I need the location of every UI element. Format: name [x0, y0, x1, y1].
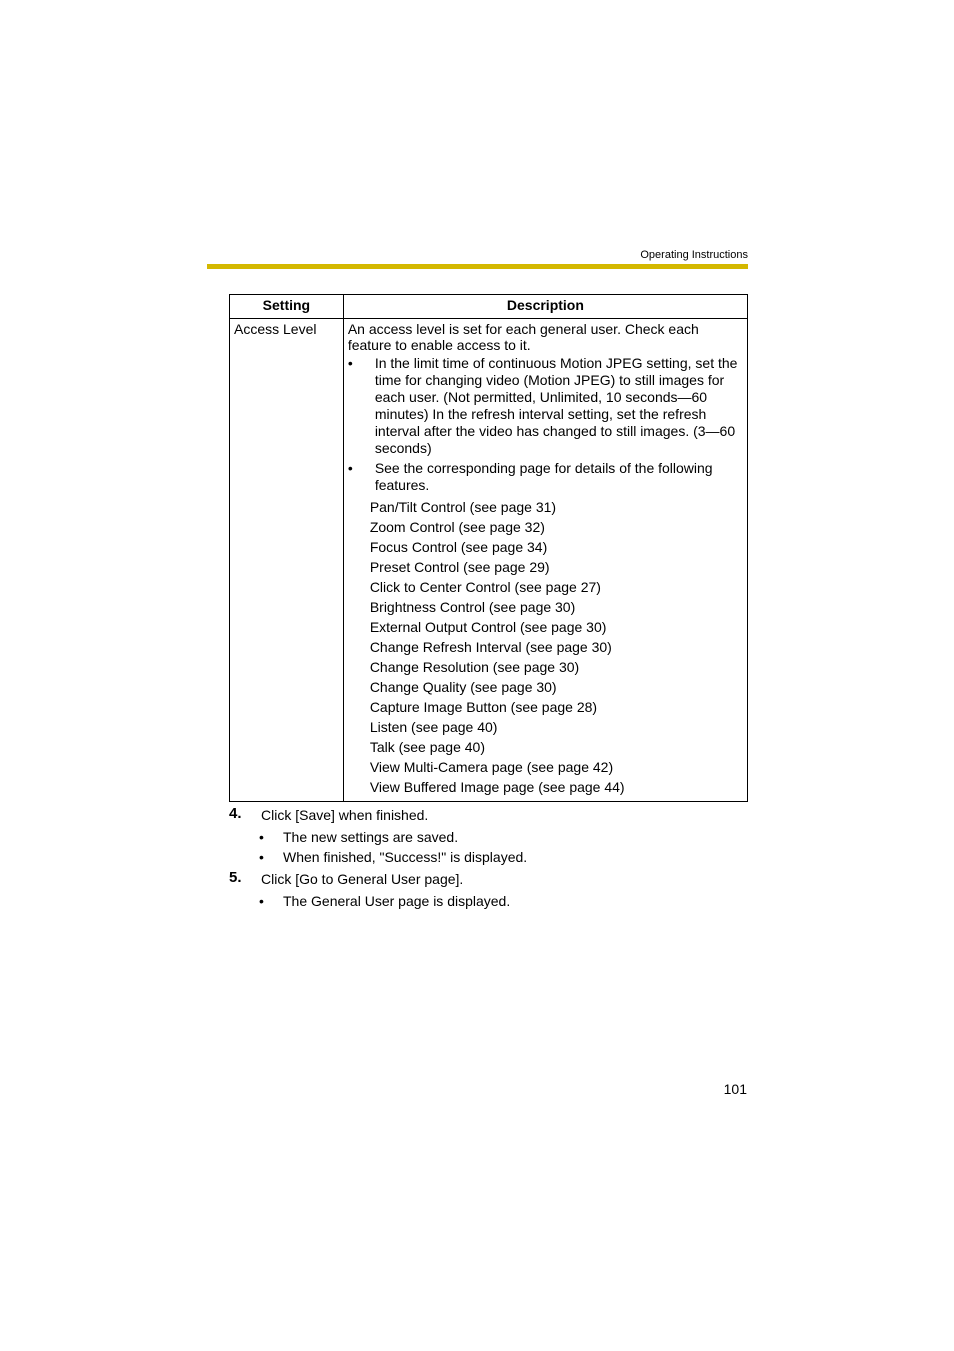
- list-item: Change Quality (see page 30): [369, 679, 557, 695]
- description-bullet: [348, 460, 741, 494]
- settings-table: [229, 294, 748, 802]
- bullet-icon: •: [259, 849, 264, 865]
- list-item: Pan/Tilt Control (see page 31): [369, 499, 557, 515]
- column-header-description: Description: [343, 295, 747, 319]
- list-item: Preset Control (see page 29): [369, 559, 550, 575]
- step-text: Click [Save] when finished.: [261, 807, 429, 823]
- header-rule: [207, 264, 748, 269]
- list-item: Change Refresh Interval (see page 30): [369, 639, 612, 655]
- page-number: 101: [723, 1081, 747, 1097]
- bullet-icon: •: [347, 460, 353, 476]
- bullet-text: See the corresponding page for details of the following features.: [374, 460, 713, 493]
- list-item: Focus Control (see page 34): [369, 539, 548, 555]
- list-item: View Multi-Camera page (see page 42): [369, 759, 614, 775]
- bullet-icon: •: [347, 355, 353, 371]
- list-item: Listen (see page 40): [369, 719, 498, 735]
- note-text: When finished, "Success!" is displayed.: [283, 849, 528, 865]
- feature-list: [348, 497, 741, 797]
- bullet-icon: •: [259, 829, 264, 845]
- running-header: Operating Instructions: [640, 249, 748, 261]
- step-number: 5.: [229, 869, 242, 886]
- list-item: Change Resolution (see page 30): [369, 659, 580, 675]
- column-header-setting: Setting: [230, 295, 344, 319]
- bullet-text: In the limit time of continuous Motion JPEG setting, set the time for changing video (Motion JPEG) to still images for each user. (Not permitted, Unlimited, 10 seconds—60 minutes) In the refresh interval setting, set the refresh interval after the video has changed to still images. (3—60 seconds): [374, 355, 738, 456]
- list-item: Click to Center Control (see page 27): [369, 579, 601, 595]
- list-item: External Output Control (see page 30): [369, 619, 607, 635]
- note-text: The new settings are saved.: [283, 829, 459, 845]
- description-intro: An access level is set for each general user. Check each feature to enable access to it.: [347, 321, 699, 353]
- note-text: The General User page is displayed.: [283, 893, 511, 909]
- setting-name: Access Level: [230, 319, 344, 802]
- step-number: 4.: [229, 805, 242, 822]
- bullet-icon: •: [259, 893, 264, 909]
- list-item: Brightness Control (see page 30): [369, 599, 576, 615]
- description-cell: [343, 319, 747, 802]
- list-item: Capture Image Button (see page 28): [369, 699, 598, 715]
- description-bullet: [348, 355, 741, 457]
- list-item: Talk (see page 40): [369, 739, 485, 755]
- table-row: [230, 319, 748, 802]
- step-text: Click [Go to General User page].: [261, 871, 464, 887]
- list-item: View Buffered Image page (see page 44): [369, 779, 625, 795]
- table-header-row: [230, 295, 748, 319]
- list-item: Zoom Control (see page 32): [369, 519, 545, 535]
